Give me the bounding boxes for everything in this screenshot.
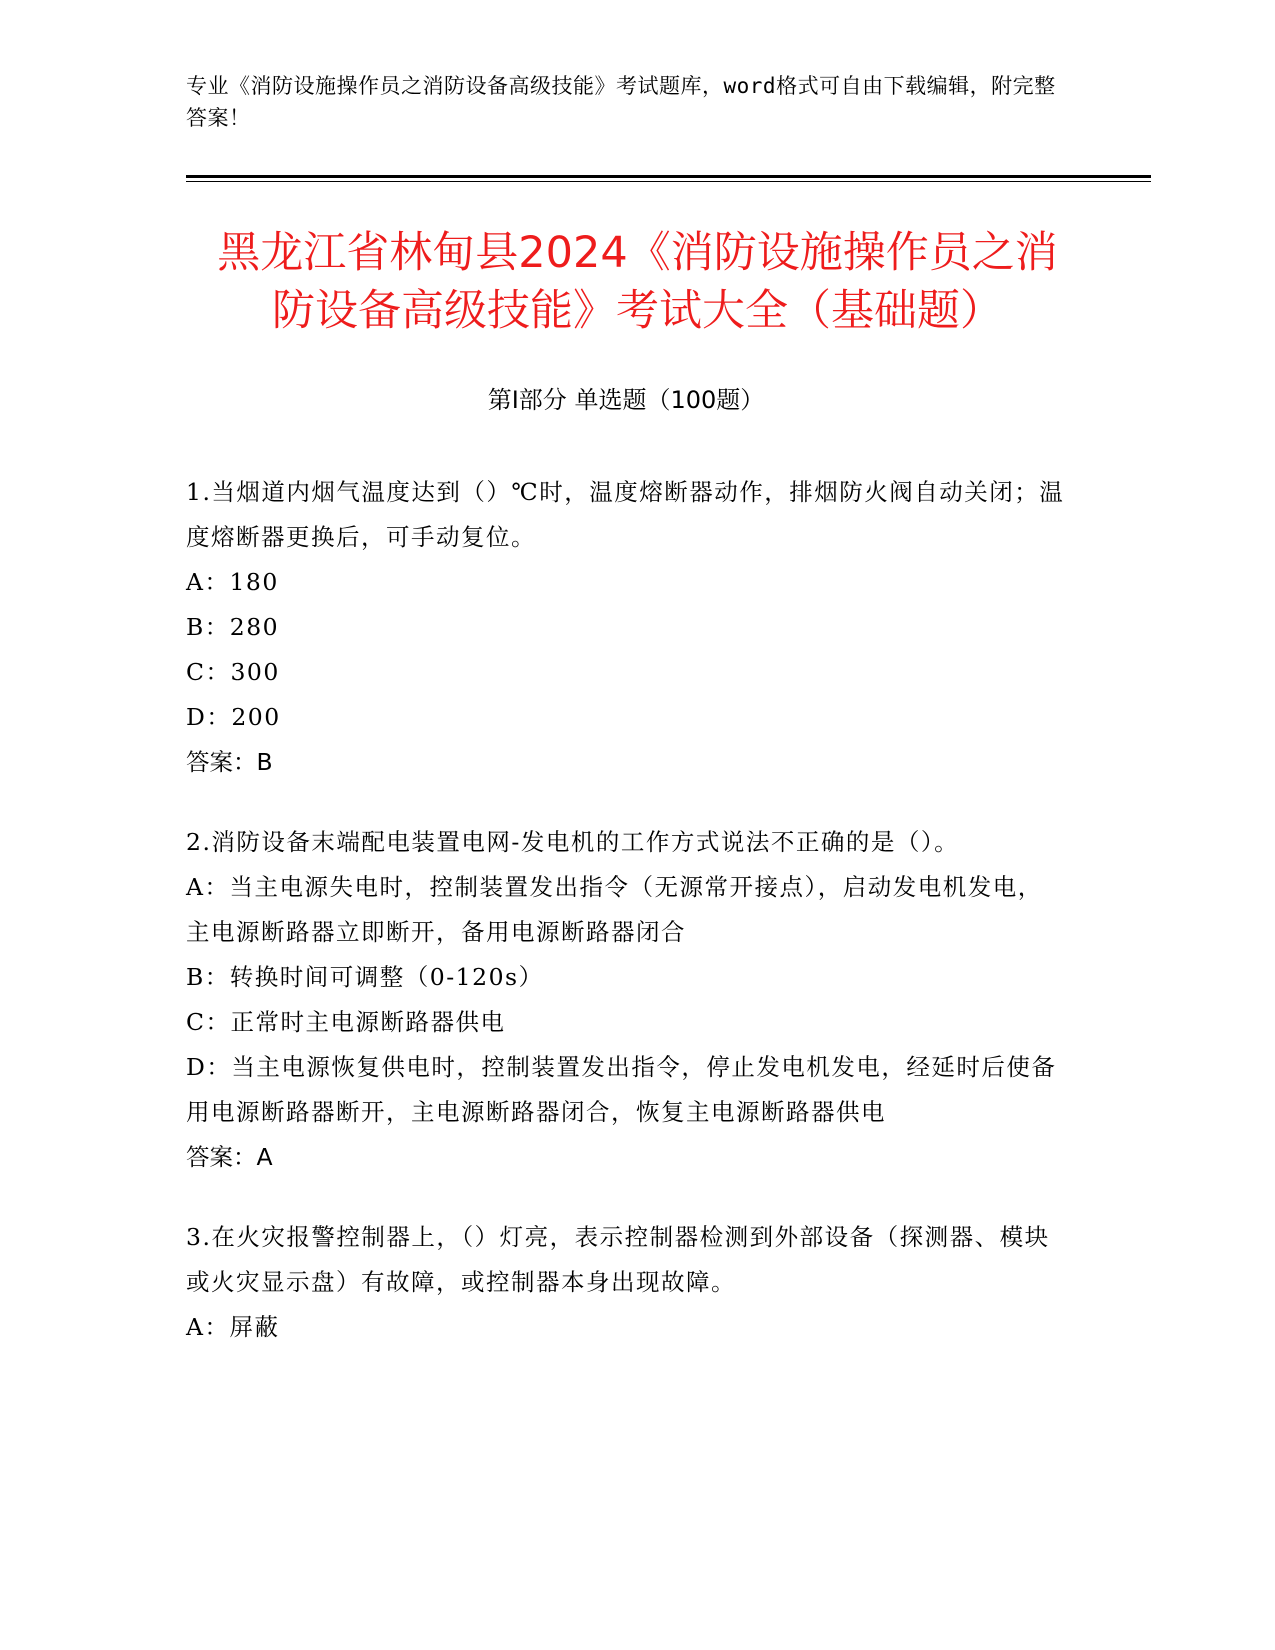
header-rule-thick — [186, 175, 1151, 178]
question-1-answer: 答案：B — [186, 748, 273, 776]
question-1 — [186, 470, 1066, 785]
section-title: 第I部分 单选题（100题） — [487, 386, 765, 414]
question-2-option-b: B：转换时间可调整（0-120s） — [186, 963, 544, 991]
document-title-line-2: 防设备高级技能》考试大全（基础题） — [272, 286, 1003, 336]
document-title-line-1: 黑龙江省林甸县2024《消防设施操作员之消 — [217, 228, 1058, 278]
document-title — [160, 224, 1115, 340]
question-3 — [186, 1215, 1066, 1350]
question-2 — [186, 820, 1066, 1180]
header-rule-thin — [186, 181, 1151, 182]
question-2-stem: 2.消防设备末端配电装置电网-发电机的工作方式说法不正确的是（）。 — [186, 828, 960, 856]
question-1-option-b: B：280 — [186, 613, 280, 641]
question-1-option-d: D：200 — [186, 703, 281, 731]
question-1-option-a: A：180 — [186, 568, 279, 596]
question-3-stem: 3.在火灾报警控制器上，（）灯亮，表示控制器检测到外部设备（探测器、模块或火灾显示盘）有故障，或控制器本身出现故障。 — [186, 1223, 1050, 1296]
question-3-option-a: A：屏蔽 — [186, 1313, 280, 1341]
header-note: 专业《消防设施操作员之消防设备高级技能》考试题库，word格式可自由下载编辑，附完整答案！ — [186, 74, 1056, 130]
question-2-option-d: D：当主电源恢复供电时，控制装置发出指令，停止发电机发电，经延时后使备用电源断路器断开，主电源断路器闭合，恢复主电源断路器供电 — [186, 1053, 1057, 1126]
question-2-option-a: A：当主电源失电时，控制装置发出指令（无源常开接点），启动发电机发电，主电源断路器立即断开，备用电源断路器闭合 — [186, 873, 1043, 946]
question-2-answer: 答案：A — [186, 1143, 273, 1171]
question-1-stem: 1.当烟道内烟气温度达到（）℃时，温度熔断器动作，排烟防火阀自动关闭；温度熔断器更换后，可手动复位。 — [186, 478, 1065, 551]
question-list — [186, 470, 1066, 1385]
question-2-option-c: C：正常时主电源断路器供电 — [186, 1008, 506, 1036]
question-1-option-c: C：300 — [186, 658, 280, 686]
